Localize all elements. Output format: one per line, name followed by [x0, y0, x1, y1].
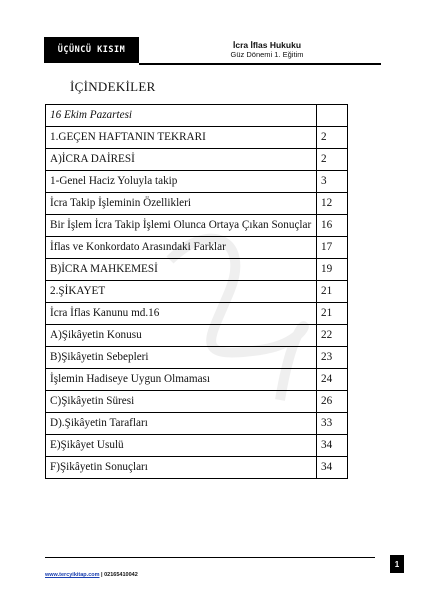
toc-entry-page: 12: [317, 193, 348, 215]
toc-entry-label: B)Şikâyetin Sebepleri: [46, 347, 317, 369]
toc-entry-label: E)Şikâyet Usulü: [46, 435, 317, 457]
toc-entry-label: 1-Genel Haciz Yoluyla takip: [46, 171, 317, 193]
toc-entry-page: 2: [317, 127, 348, 149]
toc-entry-label: C)Şikâyetin Süresi: [46, 391, 317, 413]
toc-entry-page: 26: [317, 391, 348, 413]
course-header: [212, 40, 322, 60]
toc-entry-label: 2.ŞİKAYET: [46, 281, 317, 303]
toc-row[interactable]: [46, 457, 348, 479]
toc-entry-page: 17: [317, 237, 348, 259]
toc-row[interactable]: [46, 369, 348, 391]
toc-entry-label: İcra Takip İşleminin Özellikleri: [46, 193, 317, 215]
page-number: 1: [390, 555, 404, 573]
toc-row[interactable]: [46, 347, 348, 369]
course-term: Güz Dönemi 1. Eğitim: [230, 50, 304, 59]
toc-entry-page: 23: [317, 347, 348, 369]
toc-row[interactable]: [46, 325, 348, 347]
toc-table: [45, 104, 348, 479]
header-rule: [139, 63, 381, 65]
toc-row[interactable]: [46, 193, 348, 215]
section-header-badge: [44, 37, 139, 63]
toc-entry-label: Bir İşlem İcra Takip İşlemi Olunca Ortaya Çıkan Sonuçlar: [46, 215, 317, 237]
toc-section-row[interactable]: [46, 105, 348, 127]
toc-row[interactable]: [46, 171, 348, 193]
toc-entry-page: 21: [317, 303, 348, 325]
toc-row[interactable]: [46, 215, 348, 237]
toc-entry-label: İflas ve Konkordato Arasındaki Farklar: [46, 237, 317, 259]
toc-row[interactable]: [46, 127, 348, 149]
toc-row[interactable]: [46, 391, 348, 413]
toc-entry-label: 1.GEÇEN HAFTANIN TEKRARI: [46, 127, 317, 149]
toc-entry-label: İcra İflas Kanunu md.16: [46, 303, 317, 325]
footer-contact: [45, 572, 138, 578]
toc-row[interactable]: [46, 237, 348, 259]
toc-entry-label: İşlemin Hadiseye Uygun Olmaması: [46, 369, 317, 391]
toc-row[interactable]: [46, 413, 348, 435]
course-title: İcra İflas Hukuku: [232, 40, 302, 50]
toc-entry-label: A)İCRA DAİRESİ: [46, 149, 317, 171]
toc-entry-page: 34: [317, 457, 348, 479]
toc-entry-page: 3: [317, 171, 348, 193]
toc-entry-label: A)Şikâyetin Konusu: [46, 325, 317, 347]
footer-separator: |: [99, 572, 105, 578]
toc-entry-page: 2: [317, 149, 348, 171]
toc-entry-page: [317, 105, 348, 127]
toc-entry-page: 21: [317, 281, 348, 303]
website-link[interactable]: www.tercyikitap.com: [45, 572, 100, 578]
toc-entry-page: 24: [317, 369, 348, 391]
toc-title: İÇİNDEKİLER: [70, 79, 156, 94]
phone-number: 02165410042: [104, 572, 138, 578]
toc-row[interactable]: [46, 435, 348, 457]
toc-row[interactable]: [46, 303, 348, 325]
toc-row[interactable]: [46, 281, 348, 303]
toc-entry-label: 16 Ekim Pazartesi: [46, 105, 317, 127]
toc-entry-label: D).Şikâyetin Tarafları: [46, 413, 317, 435]
toc-entry-page: 16: [317, 215, 348, 237]
toc-row[interactable]: [46, 259, 348, 281]
footer-rule: [45, 557, 375, 558]
toc-entry-page: 22: [317, 325, 348, 347]
toc-entry-page: 19: [317, 259, 348, 281]
section-label: ÜÇÜNCÜ KISIM: [57, 45, 126, 55]
toc-entry-page: 34: [317, 435, 348, 457]
toc-row[interactable]: [46, 149, 348, 171]
toc-entry-label: F)Şikâyetin Sonuçları: [46, 457, 317, 479]
toc-entry-page: 33: [317, 413, 348, 435]
toc-entry-label: B)İCRA MAHKEMESİ: [46, 259, 317, 281]
